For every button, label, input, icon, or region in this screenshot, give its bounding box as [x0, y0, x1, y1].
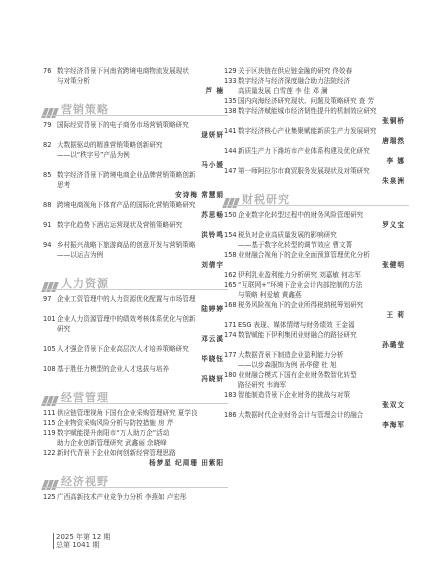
article-title: 大数据背景下制造企业盈利能力分析 [238, 351, 344, 359]
toc-entry[interactable] [224, 76, 409, 86]
section-heading [224, 190, 409, 206]
toc-entry[interactable] [224, 350, 409, 360]
page-number: 174 [224, 331, 237, 339]
page-number [224, 380, 238, 390]
page-number: 141 [224, 127, 237, 135]
toc-entry[interactable] [43, 492, 228, 502]
article-title: 与策略 柯爱敏 黄鑫燕 [238, 291, 302, 299]
page-number: 97 [43, 295, 52, 303]
article-title: 企业物资采购风险分析与防控措施 房 芹 [57, 419, 174, 427]
toc-entry[interactable] [43, 294, 228, 304]
article-authors: 张铜桥 [382, 117, 405, 125]
article-title: 数字化趋势下酒店运营现状及营销策略研究 [57, 221, 183, 229]
article-title: 路径研究 韦海军 [238, 381, 287, 389]
article-title: ESG 表现、媒体情绪与财务绩效 王金福 [238, 321, 355, 329]
page-number [43, 180, 57, 190]
page-number: 180 [224, 371, 237, 379]
section-bars-icon [43, 277, 58, 296]
article-authors: 李 娜 [386, 157, 405, 165]
article-authors: 芦 楠 [205, 87, 224, 95]
toc-entry[interactable] [224, 66, 409, 76]
article-authors: 苏思畅 [201, 211, 224, 219]
article-title: 供应链管理视角下国有企业采购管理研究 夏学良 [57, 409, 198, 417]
section-heading [43, 274, 228, 290]
article-title: 跨境电商视角下体育产品的国际化营销策略研究 [57, 201, 196, 209]
page-number [43, 438, 57, 448]
page-number: 111 [43, 409, 56, 417]
article-title: 乡村振兴战略下旅游商品的创意开发与营销策略 [57, 241, 196, 249]
article-title: ——以运吉为例 [57, 251, 104, 259]
toc-entry-continued[interactable] [43, 76, 228, 86]
article-authors: 张健明 [382, 261, 405, 269]
page-number: 177 [224, 351, 237, 359]
section-title: 经营管理 [61, 391, 109, 404]
page-number: 135 [224, 97, 237, 105]
article-title: 国际经贸背景下的电子商务市场营销策略研究 [57, 121, 189, 129]
toc-entry[interactable] [43, 120, 228, 130]
toc-entry[interactable] [224, 320, 409, 330]
article-title: 数字经济核心产业集聚赋能新质生产力发展研究 [238, 127, 377, 135]
article-title: 数字经济背景下跨境电商企业品牌营销策略创新 [57, 171, 196, 179]
toc-entry-continued[interactable] [224, 380, 409, 390]
page-number: 133 [224, 77, 237, 85]
toc-entry-continued[interactable] [224, 290, 409, 300]
article-title: 新质生产力下潍坊市产业体系构建及优化研究 [238, 147, 370, 155]
section-bars-icon [43, 103, 58, 122]
page-number: 186 [224, 411, 237, 419]
page-number: 79 [43, 121, 52, 129]
article-title: ——基于数字化转型的调节效应 曹文菁 [238, 241, 353, 249]
toc-entry[interactable] [43, 140, 228, 150]
section-title: 人力资源 [61, 277, 109, 290]
section-title: 财税研究 [242, 193, 290, 206]
toc-entry[interactable] [224, 106, 409, 116]
article-title: 企业工资管理中的人力资源优化配置与市场管理 [57, 295, 196, 303]
page-number: 94 [43, 241, 52, 249]
article-title: 数字经济背景下河南省跨境电商物流发展现状 [57, 67, 189, 75]
article-title: 企业人力资源管理中的绩效考核体系优化与创新 [57, 315, 196, 323]
article-title: 高质量发展 白雪莲 李 佳 邓 澜 [238, 87, 328, 95]
toc-entry-continued[interactable] [224, 240, 409, 250]
toc-entry[interactable] [224, 270, 409, 280]
article-title: 基于胜任力模型的企业人才选拔与培养 [57, 365, 170, 373]
article-title: 智能制造背景下企业财务的挑战与对策 [238, 391, 351, 399]
page-number: 158 [224, 251, 237, 259]
toc-entry[interactable] [224, 96, 409, 106]
page-number: 125 [43, 493, 56, 501]
toc-entry[interactable] [43, 170, 228, 180]
article-title: 国内向海经济研究现状、问题及策略研究 查 芳 [238, 97, 375, 105]
article-title: 思考 [57, 181, 71, 189]
page-number: 122 [43, 449, 56, 457]
page-number: 138 [224, 107, 237, 115]
article-authors: 洪铃鸣 [201, 231, 224, 239]
article-authors: 陆婷婷 [201, 305, 224, 313]
article-title: 伊利乳业盈利能力分析研究 刘嘉敏 何志军 [238, 271, 361, 279]
page-number: 105 [43, 345, 56, 353]
section-heading [43, 100, 228, 116]
page-number [224, 290, 238, 300]
article-title: 业财融合模式下国有企业财务数智化转型 [238, 371, 357, 379]
page-number: 76 [43, 67, 52, 75]
page-number [224, 86, 238, 96]
article-authors: 马小媛 [201, 161, 224, 169]
toc-entry[interactable] [43, 66, 228, 76]
article-title: 大数据驱动的精准营销策略创新研究 [57, 141, 163, 149]
section-bars-icon [43, 391, 58, 410]
article-authors: 朱泉洲 [382, 177, 405, 185]
toc-entry[interactable] [43, 418, 228, 428]
page-number: 154 [224, 231, 237, 239]
toc-entry[interactable] [43, 344, 228, 354]
article-title: 数智赋能下伊利集团业财融合的路径研究 [238, 331, 357, 339]
section-heading [43, 388, 228, 404]
article-title: 企业数字化转型过程中的财务风险管理研究 [238, 211, 364, 219]
toc-entry[interactable] [43, 448, 228, 458]
article-title: 数字经济与经济深度融合助力法院经济 [238, 77, 351, 85]
page-number [43, 76, 57, 86]
toc-entry[interactable] [224, 300, 409, 310]
article-title: 与对策分析 [57, 77, 90, 85]
toc-entry[interactable] [43, 428, 228, 438]
section-title: 营销策略 [61, 103, 109, 116]
page-number: 101 [43, 315, 56, 323]
article-title: 数字赋能提升南阳市“万人助万企”活动 [57, 429, 170, 437]
article-title: 业财融合视角下的企业全面预算管理优化分析 [238, 251, 370, 259]
article-title: ——以“秩字号”产品为例 [57, 151, 130, 159]
page-number: 147 [224, 167, 237, 175]
page-number: 165 [224, 281, 237, 289]
article-title: 税务风险视角下的企业所得税纳税筹划研究 [238, 301, 364, 309]
page-number: 183 [224, 391, 237, 399]
toc-entry[interactable] [43, 364, 228, 374]
article-authors: 李海军 [382, 421, 405, 429]
toc-entry[interactable] [224, 210, 409, 220]
toc-right-column [224, 66, 409, 430]
page-number: 144 [224, 147, 237, 155]
toc-entry-continued[interactable] [43, 324, 228, 334]
page-number: 85 [43, 171, 52, 179]
toc-entry[interactable] [43, 314, 228, 324]
toc-entry[interactable] [224, 330, 409, 340]
article-authors: 刘倩宇 [201, 261, 224, 269]
article-authors: 逯妍妍 [201, 131, 224, 139]
toc-entry[interactable] [43, 220, 228, 230]
issue-year-number: 2025 年第 12 期 [56, 533, 111, 541]
toc-entry-continued[interactable] [43, 180, 228, 190]
page-number: 129 [224, 67, 237, 75]
page-number [224, 240, 238, 250]
page-number [43, 324, 57, 334]
toc-entry[interactable] [224, 126, 409, 136]
page-number: 88 [43, 201, 52, 209]
page-number: 150 [224, 211, 237, 219]
page-number: 82 [43, 141, 52, 149]
toc-entry[interactable] [224, 230, 409, 240]
page-number: 91 [43, 221, 52, 229]
article-authors: 冯晓妍 [201, 375, 224, 383]
article-authors: 张双文 [382, 401, 405, 409]
article-title: ——以步森服饰为例 孙华健 杜 旭 [238, 361, 337, 369]
page-number: 171 [224, 321, 237, 329]
toc-entry[interactable] [224, 166, 409, 176]
issue-total-number: 总第 1041 期 [56, 541, 100, 549]
article-title: 人才强企背景下企业高层次人才培养策略研究 [57, 345, 189, 353]
toc-entry[interactable] [224, 146, 409, 156]
article-title: 广西高新技术产业竞争力分析 李燕如 卢宏彤 [57, 493, 187, 501]
article-title: 新时代背景下企业如何创新经营管理思路 [57, 449, 176, 457]
article-authors: 唐瑞然 [382, 137, 405, 145]
article-authors: 杨梦星 纪周珊 田紫阳 [149, 459, 224, 467]
toc-left-column [43, 66, 228, 502]
article-title: 税负对企业高质量发展的影响研究 [238, 231, 337, 239]
toc-entry[interactable] [43, 240, 228, 250]
toc-entry[interactable] [224, 280, 409, 290]
article-title: 数字经济赋能城市经济韧性提升的机制效应研究 [238, 107, 377, 115]
page-number: 162 [224, 271, 237, 279]
page-number: 108 [43, 365, 56, 373]
toc-entry-continued[interactable] [43, 438, 228, 448]
article-authors: 孙璐莹 [382, 341, 405, 349]
page-number [43, 150, 57, 160]
article-title: 助力企业创新管理研究 武鑫丽 余晓峰 [57, 439, 167, 447]
page-number: 115 [43, 419, 56, 427]
section-bars-icon [224, 193, 239, 212]
toc-entry[interactable] [224, 410, 409, 420]
article-title: “互联网+”环境下企业会计内部控制的方法 [238, 281, 363, 289]
page-number: 168 [224, 301, 237, 309]
issue-info [53, 533, 110, 549]
toc-entry[interactable] [224, 370, 409, 380]
article-authors: 邓云溪 [201, 335, 224, 343]
page-number [43, 250, 57, 260]
toc-entry[interactable] [224, 390, 409, 400]
section-title: 经济视野 [61, 475, 109, 488]
toc-entry[interactable] [224, 250, 409, 260]
article-title: 研究 [57, 325, 71, 333]
page-number [224, 360, 238, 370]
article-title: 第一师阿拉尔市商贸服务发展现状及对策研究 [238, 167, 370, 175]
toc-entry-continued[interactable] [43, 250, 228, 260]
page-number: 119 [43, 429, 56, 437]
article-authors: 王 莉 [386, 311, 405, 319]
toc-entry[interactable] [43, 200, 228, 210]
article-title: 关于区块链在供应链金融的研究 佟姣春 [238, 67, 353, 75]
toc-entry-continued[interactable] [224, 86, 409, 96]
article-authors: 毕晓钰 [201, 355, 224, 363]
article-authors: 罗义宝 [382, 221, 405, 229]
toc-entry[interactable] [43, 408, 228, 418]
section-bars-icon [43, 475, 58, 494]
section-heading [43, 472, 228, 488]
article-authors: 安诗梅 常慧娟 [175, 191, 224, 199]
toc-entry-continued[interactable] [43, 150, 228, 160]
toc-entry-continued[interactable] [224, 360, 409, 370]
article-title: 大数据时代企业财务会计与管理会计的融合 [238, 411, 364, 419]
